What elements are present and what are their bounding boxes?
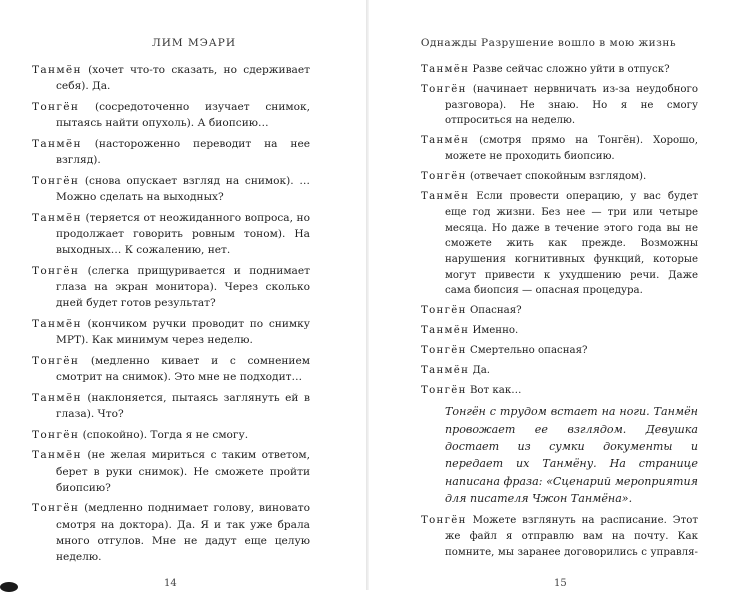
dialogue-line — [421, 169, 698, 185]
speaker-name: Тонгён — [32, 428, 80, 441]
dialogue-text: Можете взглянуть на расписание. Этот же файл я отправлю вам на почту. Как помните, мы заранее договорились с управля- — [445, 515, 698, 558]
dialogue-text: (медленно поднимает голову, виновато смотря на доктора). Да. Я и так уже брала много отгулов. Мне не дадут еще целую неделю. — [56, 502, 310, 564]
speaker-name: Танмён — [32, 211, 82, 224]
dialogue-text: (теряется от неожиданного вопроса, но продолжает говорить ровным тоном). На выходных… К сожалению, нет. — [56, 211, 310, 257]
dialogue-line — [32, 316, 310, 349]
dialogue-block — [421, 62, 698, 399]
speaker-name: Тонгён — [421, 515, 467, 527]
dialogue-line — [32, 427, 310, 443]
dialogue-text: (смотря прямо на Тонгён). Хорошо, можете не проходить биопсию. — [445, 135, 698, 163]
speaker-name: Тонгён — [421, 84, 467, 95]
speaker-name: Тонгён — [32, 174, 80, 187]
dialogue-line — [421, 363, 698, 379]
dialogue-text: (отвечает спокойным взглядом). — [469, 171, 647, 183]
dialogue-line — [32, 210, 310, 259]
dialogue-text: Смертельно опасная? — [469, 345, 588, 357]
dialogue-line — [421, 189, 698, 299]
dialogue-text: Разве сейчас сложно уйти в отпуск? — [472, 64, 670, 75]
speaker-name: Тонгён — [421, 305, 467, 317]
dialogue-line — [421, 383, 698, 399]
dialogue-text: Вот как… — [469, 385, 522, 397]
left-page — [0, 0, 368, 590]
page-corner-shadow — [0, 582, 18, 592]
dialogue-line — [32, 136, 310, 169]
dialogue-line — [421, 82, 698, 129]
dialogue-line — [32, 99, 310, 132]
right-page — [368, 0, 741, 590]
dialogue-line — [32, 263, 310, 312]
dialogue-text: (спокойно). Тогда я не смогу. — [82, 428, 249, 441]
dialogue-line — [421, 343, 698, 359]
speaker-name: Танмён — [421, 135, 470, 147]
dialogue-line — [32, 353, 310, 386]
speaker-name: Тонгён — [32, 100, 80, 113]
speaker-name: Танмён — [32, 137, 82, 150]
speaker-name: Танмён — [32, 391, 82, 404]
speaker-name: Тонгён — [32, 502, 80, 515]
dialogue-text: (не желая мириться с таким ответом, берет в руки снимок). Не сможете пройти биопсию? — [56, 449, 310, 494]
dialogue-line — [32, 173, 310, 206]
dialogue-line — [32, 500, 310, 565]
dialogue-line — [32, 390, 310, 423]
dialogue-text: (сосредоточенно изучает снимок, пытаясь найти опухоль). А биопсию… — [56, 100, 310, 130]
speaker-name: Танмён — [32, 449, 82, 462]
speaker-name: Тонгён — [421, 385, 467, 397]
running-header-author: ЛИМ МЭАРИ — [152, 37, 236, 49]
dialogue-line — [32, 62, 310, 95]
dialogue-text: (начинает нервничать из-за неудобного разговора). Не знаю. Но я не смогу отпроситься на неделю. — [445, 84, 698, 127]
dialogue-line — [421, 323, 698, 339]
speaker-name: Танмён — [421, 365, 470, 377]
dialogue-text: (медленно кивает и с сомнением смотрит на снимок). Это мне не подходит… — [56, 354, 311, 384]
dialogue-text: (хочет что-то сказать, но сдерживает себя). Да. — [56, 64, 310, 93]
page-number: 15 — [554, 578, 567, 589]
dialogue-line — [421, 133, 698, 164]
stage-direction: Тонгён с трудом встает на ноги. Танмён провожает ее взглядом. Девушка достает из сумки документы и передает их Танмёну. На странице написана фраза: «Сценарий мероприятия для писателя Чжон Танмёна». — [445, 405, 698, 505]
dialogue-line — [32, 447, 310, 496]
dialogue-line — [421, 303, 698, 319]
speaker-name: Тонгён — [32, 354, 80, 367]
running-header-title: Однажды Разрушение вошло в мою жизнь — [420, 37, 677, 49]
page-number: 14 — [164, 578, 177, 589]
speaker-name: Тонгён — [421, 171, 467, 183]
speaker-name: Танмён — [421, 191, 470, 203]
dialogue-text: Если провести операцию, у вас будет еще год жизни. Без нее — три или четыре месяца. Но даже в течение этого года вы не сможете жить как прежде. Возможны нарушения когнитивных функций, которые могут привести к ухудшению речи. Даже сама биопсия — опасная процедура. — [445, 191, 698, 297]
dialogue-line — [421, 513, 698, 560]
dialogue-text: (слегка прищуривается и поднимает глаза на экран монитора). Через сколько дней будет готов результат? — [56, 264, 311, 310]
left-page-text — [32, 62, 310, 570]
dialogue-text: (наклоняется, пытаясь заглянуть ей в глаза). Что? — [56, 391, 310, 421]
dialogue-line — [421, 62, 698, 78]
speaker-name: Танмён — [32, 64, 82, 76]
dialogue-text: Именно. — [472, 325, 519, 337]
right-page-text — [421, 62, 698, 565]
dialogue-text: Опасная? — [469, 305, 522, 317]
dialogue-block — [421, 513, 698, 560]
speaker-name: Тонгён — [421, 345, 467, 357]
speaker-name: Танмён — [421, 325, 470, 337]
speaker-name: Танмён — [32, 317, 82, 330]
dialogue-text: (настороженно переводит на нее взгляд). — [56, 137, 310, 167]
dialogue-text: (кончиком ручки проводит по снимку МРТ). Как минимум через неделю. — [56, 317, 311, 347]
speaker-name: Танмён — [421, 64, 470, 75]
speaker-name: Тонгён — [32, 264, 80, 277]
dialogue-text: (снова опускает взгляд на снимок). …Можно сделать на выходных? — [56, 174, 310, 203]
dialogue-text: Да. — [472, 365, 491, 377]
